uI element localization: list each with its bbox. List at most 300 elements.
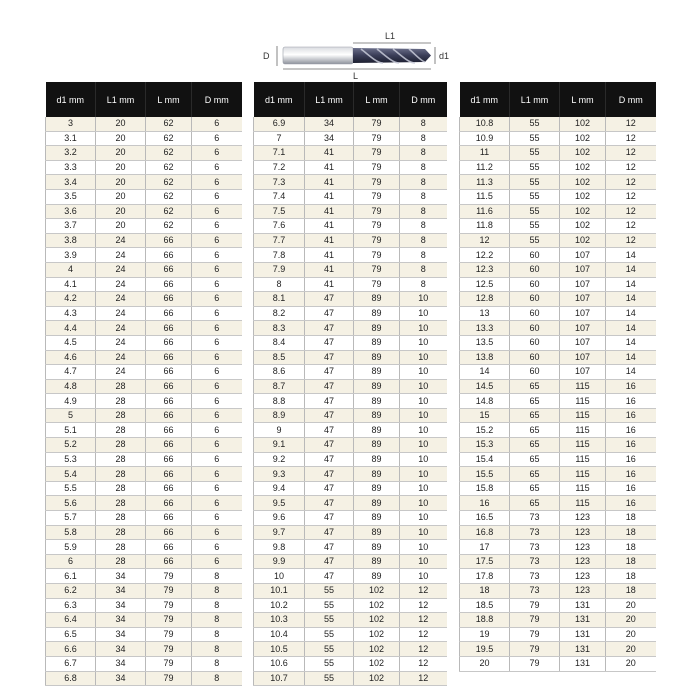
cell-D: 8 bbox=[400, 189, 447, 204]
table-row bbox=[46, 496, 242, 511]
cell-L: 66 bbox=[146, 554, 192, 569]
cell-L1: 47 bbox=[305, 496, 354, 511]
cell-D: 8 bbox=[400, 277, 447, 292]
cell-L1: 55 bbox=[510, 189, 560, 204]
cell-D: 8 bbox=[400, 117, 447, 131]
table-row bbox=[254, 306, 447, 321]
cell-L1: 65 bbox=[510, 496, 560, 511]
table-row bbox=[460, 335, 656, 350]
cell-L: 102 bbox=[354, 627, 400, 642]
cell-D: 10 bbox=[400, 408, 447, 423]
cell-D: 14 bbox=[606, 306, 656, 321]
cell-D: 16 bbox=[606, 452, 656, 467]
table-row bbox=[254, 233, 447, 248]
cell-L: 79 bbox=[354, 277, 400, 292]
cell-d1: 3.9 bbox=[46, 248, 96, 263]
table-row bbox=[46, 262, 242, 277]
cell-L: 79 bbox=[146, 569, 192, 584]
cell-L: 115 bbox=[560, 394, 606, 409]
cell-L: 102 bbox=[560, 146, 606, 161]
cell-L: 79 bbox=[354, 160, 400, 175]
cell-L1: 24 bbox=[96, 306, 146, 321]
cell-L1: 55 bbox=[510, 131, 560, 146]
cell-L1: 41 bbox=[305, 277, 354, 292]
cell-D: 6 bbox=[192, 365, 242, 380]
cell-D: 6 bbox=[192, 131, 242, 146]
header-D: D mm bbox=[606, 82, 656, 117]
cell-d1: 6.3 bbox=[46, 598, 96, 613]
table-row bbox=[254, 335, 447, 350]
cell-L: 102 bbox=[560, 189, 606, 204]
cell-L: 79 bbox=[146, 656, 192, 671]
cell-D: 12 bbox=[400, 671, 447, 686]
cell-d1: 13 bbox=[460, 306, 510, 321]
cell-D: 8 bbox=[192, 656, 242, 671]
cell-L1: 47 bbox=[305, 569, 354, 584]
table-row bbox=[254, 131, 447, 146]
table-row bbox=[46, 350, 242, 365]
cell-L: 123 bbox=[560, 511, 606, 526]
cell-L: 107 bbox=[560, 350, 606, 365]
cell-L: 79 bbox=[354, 175, 400, 190]
cell-d1: 11.5 bbox=[460, 189, 510, 204]
table-row bbox=[254, 569, 447, 584]
table-row bbox=[46, 160, 242, 175]
cell-D: 20 bbox=[606, 598, 656, 613]
cell-L1: 47 bbox=[305, 321, 354, 336]
cell-L: 66 bbox=[146, 394, 192, 409]
table-row bbox=[460, 350, 656, 365]
cell-L: 89 bbox=[354, 306, 400, 321]
cell-D: 6 bbox=[192, 423, 242, 438]
cell-L1: 41 bbox=[305, 262, 354, 277]
table-row bbox=[460, 584, 656, 599]
cell-L: 79 bbox=[354, 262, 400, 277]
cell-L: 66 bbox=[146, 423, 192, 438]
cell-L: 89 bbox=[354, 292, 400, 307]
cell-L: 123 bbox=[560, 525, 606, 540]
cell-d1: 16 bbox=[460, 496, 510, 511]
cell-L1: 28 bbox=[96, 511, 146, 526]
cell-L1: 47 bbox=[305, 350, 354, 365]
cell-L1: 34 bbox=[96, 642, 146, 657]
cell-L1: 20 bbox=[96, 204, 146, 219]
cell-D: 6 bbox=[192, 160, 242, 175]
cell-L1: 47 bbox=[305, 525, 354, 540]
cell-d1: 13.5 bbox=[460, 335, 510, 350]
table-row bbox=[46, 204, 242, 219]
cell-L: 89 bbox=[354, 554, 400, 569]
cell-D: 10 bbox=[400, 511, 447, 526]
table-row bbox=[254, 496, 447, 511]
cell-d1: 5.9 bbox=[46, 540, 96, 555]
cell-L: 102 bbox=[560, 175, 606, 190]
table-row bbox=[254, 321, 447, 336]
table-row bbox=[460, 525, 656, 540]
table-row bbox=[254, 656, 447, 671]
cell-L: 66 bbox=[146, 277, 192, 292]
cell-L: 79 bbox=[354, 131, 400, 146]
cell-d1: 9.4 bbox=[254, 481, 305, 496]
cell-d1: 6.6 bbox=[46, 642, 96, 657]
cell-d1: 11.2 bbox=[460, 160, 510, 175]
cell-L: 89 bbox=[354, 525, 400, 540]
cell-D: 12 bbox=[606, 175, 656, 190]
dim-label-D: D bbox=[263, 51, 270, 61]
table-row bbox=[254, 613, 447, 628]
cell-L: 115 bbox=[560, 438, 606, 453]
cell-L1: 65 bbox=[510, 452, 560, 467]
table-row bbox=[254, 350, 447, 365]
cell-D: 16 bbox=[606, 467, 656, 482]
cell-L: 102 bbox=[354, 598, 400, 613]
cell-D: 8 bbox=[400, 248, 447, 263]
table-row bbox=[460, 394, 656, 409]
cell-d1: 16.8 bbox=[460, 525, 510, 540]
cell-D: 16 bbox=[606, 438, 656, 453]
cell-d1: 8.8 bbox=[254, 394, 305, 409]
cell-d1: 20 bbox=[460, 656, 510, 671]
cell-D: 6 bbox=[192, 452, 242, 467]
table-row bbox=[254, 511, 447, 526]
cell-L1: 47 bbox=[305, 394, 354, 409]
cell-L1: 55 bbox=[510, 233, 560, 248]
cell-L1: 55 bbox=[305, 656, 354, 671]
cell-D: 6 bbox=[192, 233, 242, 248]
cell-L1: 41 bbox=[305, 175, 354, 190]
cell-d1: 3.3 bbox=[46, 160, 96, 175]
cell-L1: 55 bbox=[305, 613, 354, 628]
cell-d1: 8.6 bbox=[254, 365, 305, 380]
table-row bbox=[254, 584, 447, 599]
cell-L1: 47 bbox=[305, 408, 354, 423]
cell-D: 18 bbox=[606, 584, 656, 599]
cell-d1: 7.2 bbox=[254, 160, 305, 175]
cell-L: 79 bbox=[354, 248, 400, 263]
cell-L: 89 bbox=[354, 423, 400, 438]
table-row bbox=[460, 204, 656, 219]
header-L: L mm bbox=[146, 82, 192, 117]
table-row bbox=[254, 438, 447, 453]
cell-L: 115 bbox=[560, 379, 606, 394]
cell-D: 10 bbox=[400, 394, 447, 409]
cell-D: 6 bbox=[192, 277, 242, 292]
cell-D: 14 bbox=[606, 277, 656, 292]
header-D: D mm bbox=[192, 82, 242, 117]
cell-d1: 11.6 bbox=[460, 204, 510, 219]
table-row bbox=[46, 627, 242, 642]
cell-L1: 65 bbox=[510, 481, 560, 496]
cell-L1: 24 bbox=[96, 335, 146, 350]
cell-D: 10 bbox=[400, 350, 447, 365]
cell-L1: 79 bbox=[510, 613, 560, 628]
cell-D: 18 bbox=[606, 525, 656, 540]
cell-L1: 60 bbox=[510, 277, 560, 292]
header-L1: L1 mm bbox=[305, 82, 354, 117]
cell-L: 89 bbox=[354, 467, 400, 482]
cell-d1: 15.4 bbox=[460, 452, 510, 467]
cell-L: 62 bbox=[146, 131, 192, 146]
table-row bbox=[254, 481, 447, 496]
cell-L1: 24 bbox=[96, 292, 146, 307]
cell-D: 8 bbox=[400, 204, 447, 219]
cell-d1: 7.3 bbox=[254, 175, 305, 190]
cell-D: 12 bbox=[606, 204, 656, 219]
cell-L: 123 bbox=[560, 554, 606, 569]
table-row bbox=[460, 117, 656, 131]
cell-d1: 8.9 bbox=[254, 408, 305, 423]
cell-d1: 12.3 bbox=[460, 262, 510, 277]
cell-d1: 8.5 bbox=[254, 350, 305, 365]
cell-D: 10 bbox=[400, 321, 447, 336]
cell-d1: 12.8 bbox=[460, 292, 510, 307]
cell-L1: 47 bbox=[305, 335, 354, 350]
table-row bbox=[254, 248, 447, 263]
cell-d1: 14.5 bbox=[460, 379, 510, 394]
cell-d1: 5 bbox=[46, 408, 96, 423]
table-row bbox=[46, 525, 242, 540]
cell-d1: 8.1 bbox=[254, 292, 305, 307]
cell-d1: 19 bbox=[460, 627, 510, 642]
cell-L: 66 bbox=[146, 438, 192, 453]
cell-L1: 20 bbox=[96, 146, 146, 161]
cell-L1: 34 bbox=[96, 613, 146, 628]
dim-label-L: L bbox=[353, 71, 359, 80]
cell-d1: 7.7 bbox=[254, 233, 305, 248]
cell-d1: 4.4 bbox=[46, 321, 96, 336]
cell-d1: 15.2 bbox=[460, 423, 510, 438]
cell-L: 62 bbox=[146, 146, 192, 161]
cell-D: 6 bbox=[192, 219, 242, 234]
cell-d1: 15 bbox=[460, 408, 510, 423]
table-row bbox=[254, 452, 447, 467]
cell-L: 66 bbox=[146, 496, 192, 511]
cell-L: 115 bbox=[560, 408, 606, 423]
table-row bbox=[46, 481, 242, 496]
header-d1: d1 mm bbox=[254, 82, 305, 117]
cell-L1: 47 bbox=[305, 379, 354, 394]
cell-L: 62 bbox=[146, 160, 192, 175]
table-row bbox=[460, 262, 656, 277]
cell-L1: 65 bbox=[510, 394, 560, 409]
cell-d1: 13.8 bbox=[460, 350, 510, 365]
cell-L1: 55 bbox=[305, 598, 354, 613]
table-row bbox=[460, 365, 656, 380]
cell-d1: 7.4 bbox=[254, 189, 305, 204]
cell-D: 8 bbox=[400, 131, 447, 146]
cell-L: 89 bbox=[354, 394, 400, 409]
table-row bbox=[46, 408, 242, 423]
cell-L1: 47 bbox=[305, 481, 354, 496]
table-header-row bbox=[254, 82, 447, 117]
cell-d1: 5.8 bbox=[46, 525, 96, 540]
cell-D: 10 bbox=[400, 481, 447, 496]
cell-d1: 8.3 bbox=[254, 321, 305, 336]
cell-D: 20 bbox=[606, 656, 656, 671]
cell-D: 10 bbox=[400, 306, 447, 321]
cell-D: 6 bbox=[192, 189, 242, 204]
cell-L: 66 bbox=[146, 262, 192, 277]
cell-D: 12 bbox=[606, 146, 656, 161]
table-row bbox=[46, 569, 242, 584]
cell-L: 107 bbox=[560, 306, 606, 321]
cell-D: 16 bbox=[606, 408, 656, 423]
cell-d1: 9.2 bbox=[254, 452, 305, 467]
cell-L: 66 bbox=[146, 452, 192, 467]
cell-D: 18 bbox=[606, 540, 656, 555]
cell-L: 89 bbox=[354, 540, 400, 555]
cell-D: 12 bbox=[606, 219, 656, 234]
cell-d1: 9 bbox=[254, 423, 305, 438]
cell-L1: 55 bbox=[305, 627, 354, 642]
cell-D: 6 bbox=[192, 525, 242, 540]
table-row bbox=[460, 292, 656, 307]
cell-L: 62 bbox=[146, 204, 192, 219]
cell-L: 102 bbox=[560, 160, 606, 175]
cell-d1: 11.3 bbox=[460, 175, 510, 190]
cell-L: 131 bbox=[560, 627, 606, 642]
cell-L: 115 bbox=[560, 467, 606, 482]
cell-D: 10 bbox=[400, 554, 447, 569]
cell-L: 66 bbox=[146, 321, 192, 336]
table-row bbox=[460, 598, 656, 613]
table-row bbox=[460, 233, 656, 248]
cell-D: 6 bbox=[192, 554, 242, 569]
cell-L: 115 bbox=[560, 496, 606, 511]
cell-d1: 7.9 bbox=[254, 262, 305, 277]
table-row bbox=[254, 627, 447, 642]
table-row bbox=[46, 131, 242, 146]
cell-d1: 6.1 bbox=[46, 569, 96, 584]
cell-L: 89 bbox=[354, 569, 400, 584]
cell-L1: 60 bbox=[510, 248, 560, 263]
cell-L1: 28 bbox=[96, 554, 146, 569]
cell-d1: 9.6 bbox=[254, 511, 305, 526]
cell-L: 79 bbox=[354, 189, 400, 204]
table-row bbox=[460, 613, 656, 628]
table-row bbox=[460, 146, 656, 161]
cell-D: 16 bbox=[606, 423, 656, 438]
table-row bbox=[46, 117, 242, 131]
cell-d1: 3.5 bbox=[46, 189, 96, 204]
cell-L1: 34 bbox=[305, 117, 354, 131]
header-d1: d1 mm bbox=[46, 82, 96, 117]
cell-d1: 3.1 bbox=[46, 131, 96, 146]
cell-L: 66 bbox=[146, 335, 192, 350]
table-row bbox=[460, 408, 656, 423]
cell-d1: 4.9 bbox=[46, 394, 96, 409]
cell-L: 115 bbox=[560, 452, 606, 467]
cell-D: 12 bbox=[400, 642, 447, 657]
cell-d1: 6.9 bbox=[254, 117, 305, 131]
cell-D: 14 bbox=[606, 365, 656, 380]
cell-D: 6 bbox=[192, 146, 242, 161]
cell-d1: 8 bbox=[254, 277, 305, 292]
cell-d1: 3.7 bbox=[46, 219, 96, 234]
cell-L1: 60 bbox=[510, 335, 560, 350]
cell-L1: 28 bbox=[96, 408, 146, 423]
cell-D: 6 bbox=[192, 408, 242, 423]
cell-L: 131 bbox=[560, 613, 606, 628]
cell-L1: 79 bbox=[510, 642, 560, 657]
table-row bbox=[460, 131, 656, 146]
cell-L1: 24 bbox=[96, 321, 146, 336]
table-row bbox=[46, 598, 242, 613]
cell-L: 66 bbox=[146, 233, 192, 248]
table-row bbox=[460, 656, 656, 671]
cell-L1: 20 bbox=[96, 175, 146, 190]
cell-D: 10 bbox=[400, 292, 447, 307]
cell-L1: 60 bbox=[510, 262, 560, 277]
cell-D: 12 bbox=[400, 584, 447, 599]
cell-D: 10 bbox=[400, 540, 447, 555]
table-row bbox=[254, 175, 447, 190]
cell-d1: 4.6 bbox=[46, 350, 96, 365]
table-row bbox=[46, 277, 242, 292]
cell-d1: 5.7 bbox=[46, 511, 96, 526]
cell-L1: 55 bbox=[510, 117, 560, 131]
table-row bbox=[46, 452, 242, 467]
cell-L1: 47 bbox=[305, 467, 354, 482]
cell-L: 62 bbox=[146, 175, 192, 190]
cell-L1: 47 bbox=[305, 306, 354, 321]
cell-L: 89 bbox=[354, 379, 400, 394]
cell-L: 66 bbox=[146, 365, 192, 380]
cell-d1: 15.3 bbox=[460, 438, 510, 453]
table-row bbox=[254, 423, 447, 438]
cell-L1: 60 bbox=[510, 365, 560, 380]
cell-L: 89 bbox=[354, 511, 400, 526]
cell-D: 14 bbox=[606, 335, 656, 350]
cell-D: 6 bbox=[192, 175, 242, 190]
table-row bbox=[46, 613, 242, 628]
cell-L1: 73 bbox=[510, 540, 560, 555]
cell-L1: 47 bbox=[305, 292, 354, 307]
cell-D: 12 bbox=[606, 117, 656, 131]
cell-L1: 24 bbox=[96, 248, 146, 263]
cell-d1: 9.1 bbox=[254, 438, 305, 453]
cell-L: 66 bbox=[146, 306, 192, 321]
table-row bbox=[46, 540, 242, 555]
cell-D: 10 bbox=[400, 496, 447, 511]
cell-D: 20 bbox=[606, 613, 656, 628]
cell-d1: 12.5 bbox=[460, 277, 510, 292]
cell-L: 66 bbox=[146, 292, 192, 307]
cell-d1: 10.7 bbox=[254, 671, 305, 686]
cell-D: 6 bbox=[192, 350, 242, 365]
cell-L1: 60 bbox=[510, 350, 560, 365]
cell-d1: 8.7 bbox=[254, 379, 305, 394]
cell-D: 6 bbox=[192, 394, 242, 409]
cell-L1: 34 bbox=[305, 131, 354, 146]
cell-d1: 6.2 bbox=[46, 584, 96, 599]
table-row bbox=[460, 627, 656, 642]
cell-L: 123 bbox=[560, 569, 606, 584]
cell-d1: 9.7 bbox=[254, 525, 305, 540]
cell-d1: 10.9 bbox=[460, 131, 510, 146]
cell-d1: 17.8 bbox=[460, 569, 510, 584]
cell-D: 10 bbox=[400, 365, 447, 380]
table-header-row bbox=[460, 82, 656, 117]
cell-D: 8 bbox=[192, 598, 242, 613]
cell-d1: 10.3 bbox=[254, 613, 305, 628]
cell-L: 89 bbox=[354, 438, 400, 453]
cell-D: 20 bbox=[606, 642, 656, 657]
cell-D: 16 bbox=[606, 379, 656, 394]
cell-L1: 20 bbox=[96, 160, 146, 175]
cell-L: 102 bbox=[560, 131, 606, 146]
cell-L: 66 bbox=[146, 481, 192, 496]
